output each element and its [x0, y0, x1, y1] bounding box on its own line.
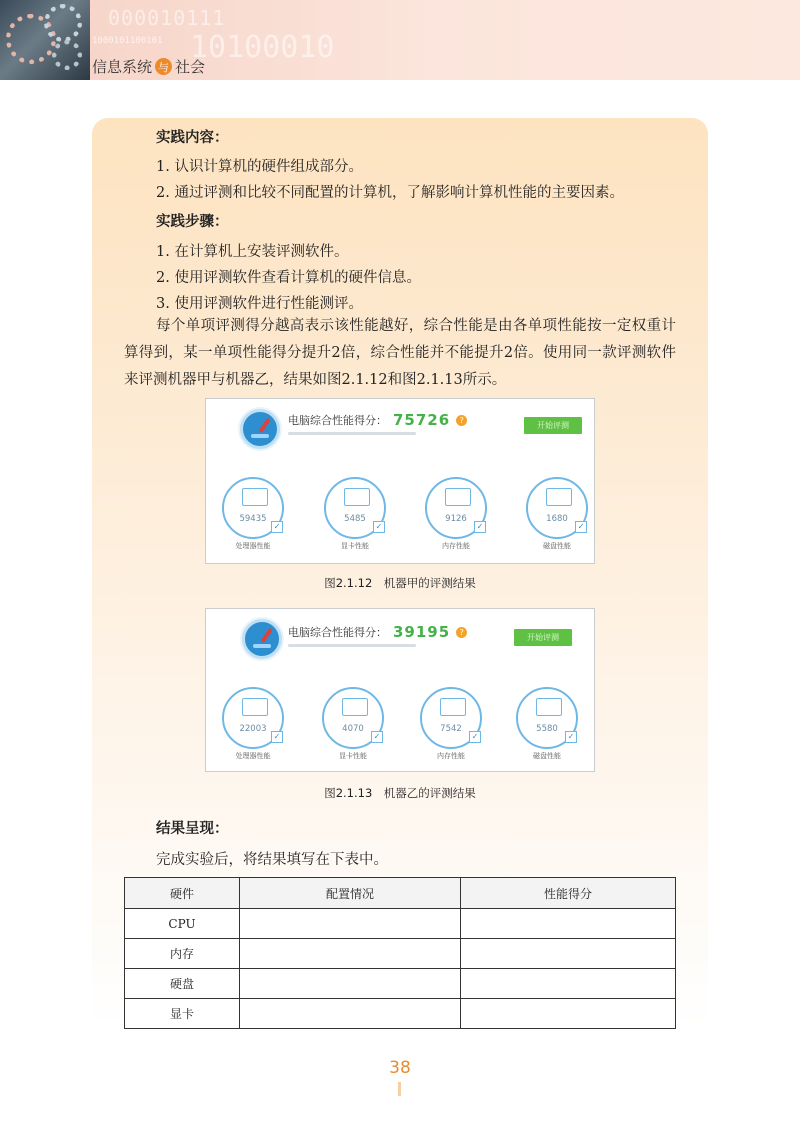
hardware-cell: 内存 — [125, 939, 240, 969]
score-cell[interactable] — [461, 939, 676, 969]
config-cell[interactable] — [240, 969, 461, 999]
binary-decoration: 10100010 — [190, 30, 335, 65]
steps-heading: 实践步骤： — [156, 214, 229, 230]
hw-score: 5580 — [536, 724, 558, 734]
score-ring — [324, 477, 386, 539]
explanation-paragraph: 每个单项评测得分越高表示该性能越好，综合性能是由各单项性能按一定权重计算得到，某一单项性能得分提升2倍，综合性能并不能提升2倍。使用同一款评测软件来评测机器甲与机器乙，结果如图2.1.12和图2.1.13所示。 — [124, 318, 676, 388]
hw-label: 处理器性能 — [235, 542, 271, 550]
check-icon: ✓ — [575, 521, 587, 533]
score-line — [288, 623, 467, 641]
score-ring — [425, 477, 487, 539]
hw-label: 磁盘性能 — [533, 752, 561, 760]
speedometer-icon — [242, 619, 282, 659]
hardware-cell: 显卡 — [125, 999, 240, 1029]
config-cell[interactable] — [240, 939, 461, 969]
table-header-row — [125, 878, 676, 909]
hw-item-cpu — [222, 477, 288, 553]
score-cell[interactable] — [461, 969, 676, 999]
memory-chip-icon — [440, 698, 466, 716]
memory-chip-icon — [445, 488, 471, 506]
score-ring — [516, 687, 578, 749]
results-instruction: 完成实验后，将结果填写在下表中。 — [156, 852, 388, 868]
book-title-amp: 与 — [155, 58, 172, 75]
hw-item-cpu — [222, 687, 288, 763]
hw-score: 1680 — [546, 514, 568, 524]
book-title-right: 社会 — [175, 58, 206, 76]
config-cell[interactable] — [240, 909, 461, 939]
step-item: 3. 使用评测软件进行性能测评。 — [156, 296, 363, 312]
binary-decoration: 1000101100101 — [92, 36, 163, 46]
hw-item-memory — [420, 687, 486, 763]
binary-decoration: 000010111 — [108, 6, 226, 30]
score-subtext-line — [288, 644, 416, 647]
table-row — [125, 939, 676, 969]
score-ring — [526, 477, 588, 539]
check-icon: ✓ — [371, 731, 383, 743]
hard-disk-icon — [536, 698, 562, 716]
hardware-cell: 硬盘 — [125, 969, 240, 999]
check-icon: ✓ — [271, 521, 283, 533]
hw-label: 显卡性能 — [339, 752, 367, 760]
check-icon: ✓ — [474, 521, 486, 533]
hw-item-disk — [516, 687, 582, 763]
hardware-cell: CPU — [125, 909, 240, 939]
check-icon: ✓ — [565, 731, 577, 743]
hw-score: 7542 — [440, 724, 462, 734]
table-row — [125, 999, 676, 1029]
hw-item-gpu — [322, 687, 388, 763]
hw-label: 内存性能 — [442, 542, 470, 550]
start-test-button[interactable]: 开始评测 — [514, 629, 572, 646]
score-cell[interactable] — [461, 999, 676, 1029]
content-heading: 实践内容： — [156, 130, 229, 146]
page-number-marker — [398, 1082, 401, 1096]
page-number: 38 — [389, 1058, 411, 1078]
check-icon: ✓ — [271, 731, 283, 743]
score-line — [288, 411, 467, 429]
score-label: 电脑综合性能得分： — [288, 414, 387, 427]
hw-item-memory — [425, 477, 491, 553]
score-ring — [222, 687, 284, 749]
step-item: 2. 使用评测软件查看计算机的硬件信息。 — [156, 270, 421, 286]
hw-item-disk — [526, 477, 592, 553]
gear-icon — [52, 40, 82, 70]
score-cell[interactable] — [461, 909, 676, 939]
score-label: 电脑综合性能得分： — [288, 626, 387, 639]
hw-score: 59435 — [239, 514, 267, 524]
benchmark-figure-b — [205, 608, 595, 772]
column-header: 硬件 — [125, 878, 240, 909]
help-icon: ? — [456, 415, 467, 426]
score-ring — [322, 687, 384, 749]
benchmark-figure-a — [205, 398, 595, 564]
hw-score: 4070 — [342, 724, 364, 734]
help-icon: ? — [456, 627, 467, 638]
score-ring — [222, 477, 284, 539]
page-header — [0, 0, 800, 80]
column-header: 性能得分 — [461, 878, 676, 909]
monitor-icon — [242, 488, 268, 506]
monitor-icon — [242, 698, 268, 716]
check-icon: ✓ — [469, 731, 481, 743]
config-cell[interactable] — [240, 999, 461, 1029]
book-title-left: 信息系统 — [92, 58, 153, 76]
score-subtext-line — [288, 432, 416, 435]
header-circuit-image — [0, 0, 90, 80]
total-score: 39195 — [393, 623, 451, 641]
figure-b-caption: 图2.1.13 机器乙的评测结果 — [324, 786, 476, 800]
hw-label: 处理器性能 — [235, 752, 271, 760]
start-test-button[interactable]: 开始评测 — [524, 417, 582, 434]
hw-label: 内存性能 — [437, 752, 465, 760]
table-row — [125, 969, 676, 999]
speedometer-icon — [240, 409, 280, 449]
gear-icon — [44, 4, 82, 42]
figure-a-caption: 图2.1.12 机器甲的评测结果 — [324, 576, 476, 590]
results-table — [124, 877, 676, 1029]
hw-item-gpu — [324, 477, 390, 553]
table-row — [125, 909, 676, 939]
total-score: 75726 — [393, 411, 451, 429]
check-icon: ✓ — [373, 521, 385, 533]
column-header: 配置情况 — [240, 878, 461, 909]
content-item: 2. 通过评测和比较不同配置的计算机，了解影响计算机性能的主要因素。 — [156, 185, 624, 201]
graphics-card-icon — [344, 488, 370, 506]
step-item: 1. 在计算机上安装评测软件。 — [156, 244, 349, 260]
graphics-card-icon — [342, 698, 368, 716]
book-title — [92, 56, 205, 77]
hw-score: 22003 — [239, 724, 267, 734]
hw-label: 显卡性能 — [341, 542, 369, 550]
hw-score: 5485 — [344, 514, 366, 524]
hw-score: 9126 — [445, 514, 467, 524]
results-heading: 结果呈现： — [156, 821, 229, 837]
hw-label: 磁盘性能 — [543, 542, 571, 550]
hard-disk-icon — [546, 488, 572, 506]
content-item: 1. 认识计算机的硬件组成部分。 — [156, 159, 363, 175]
score-ring — [420, 687, 482, 749]
